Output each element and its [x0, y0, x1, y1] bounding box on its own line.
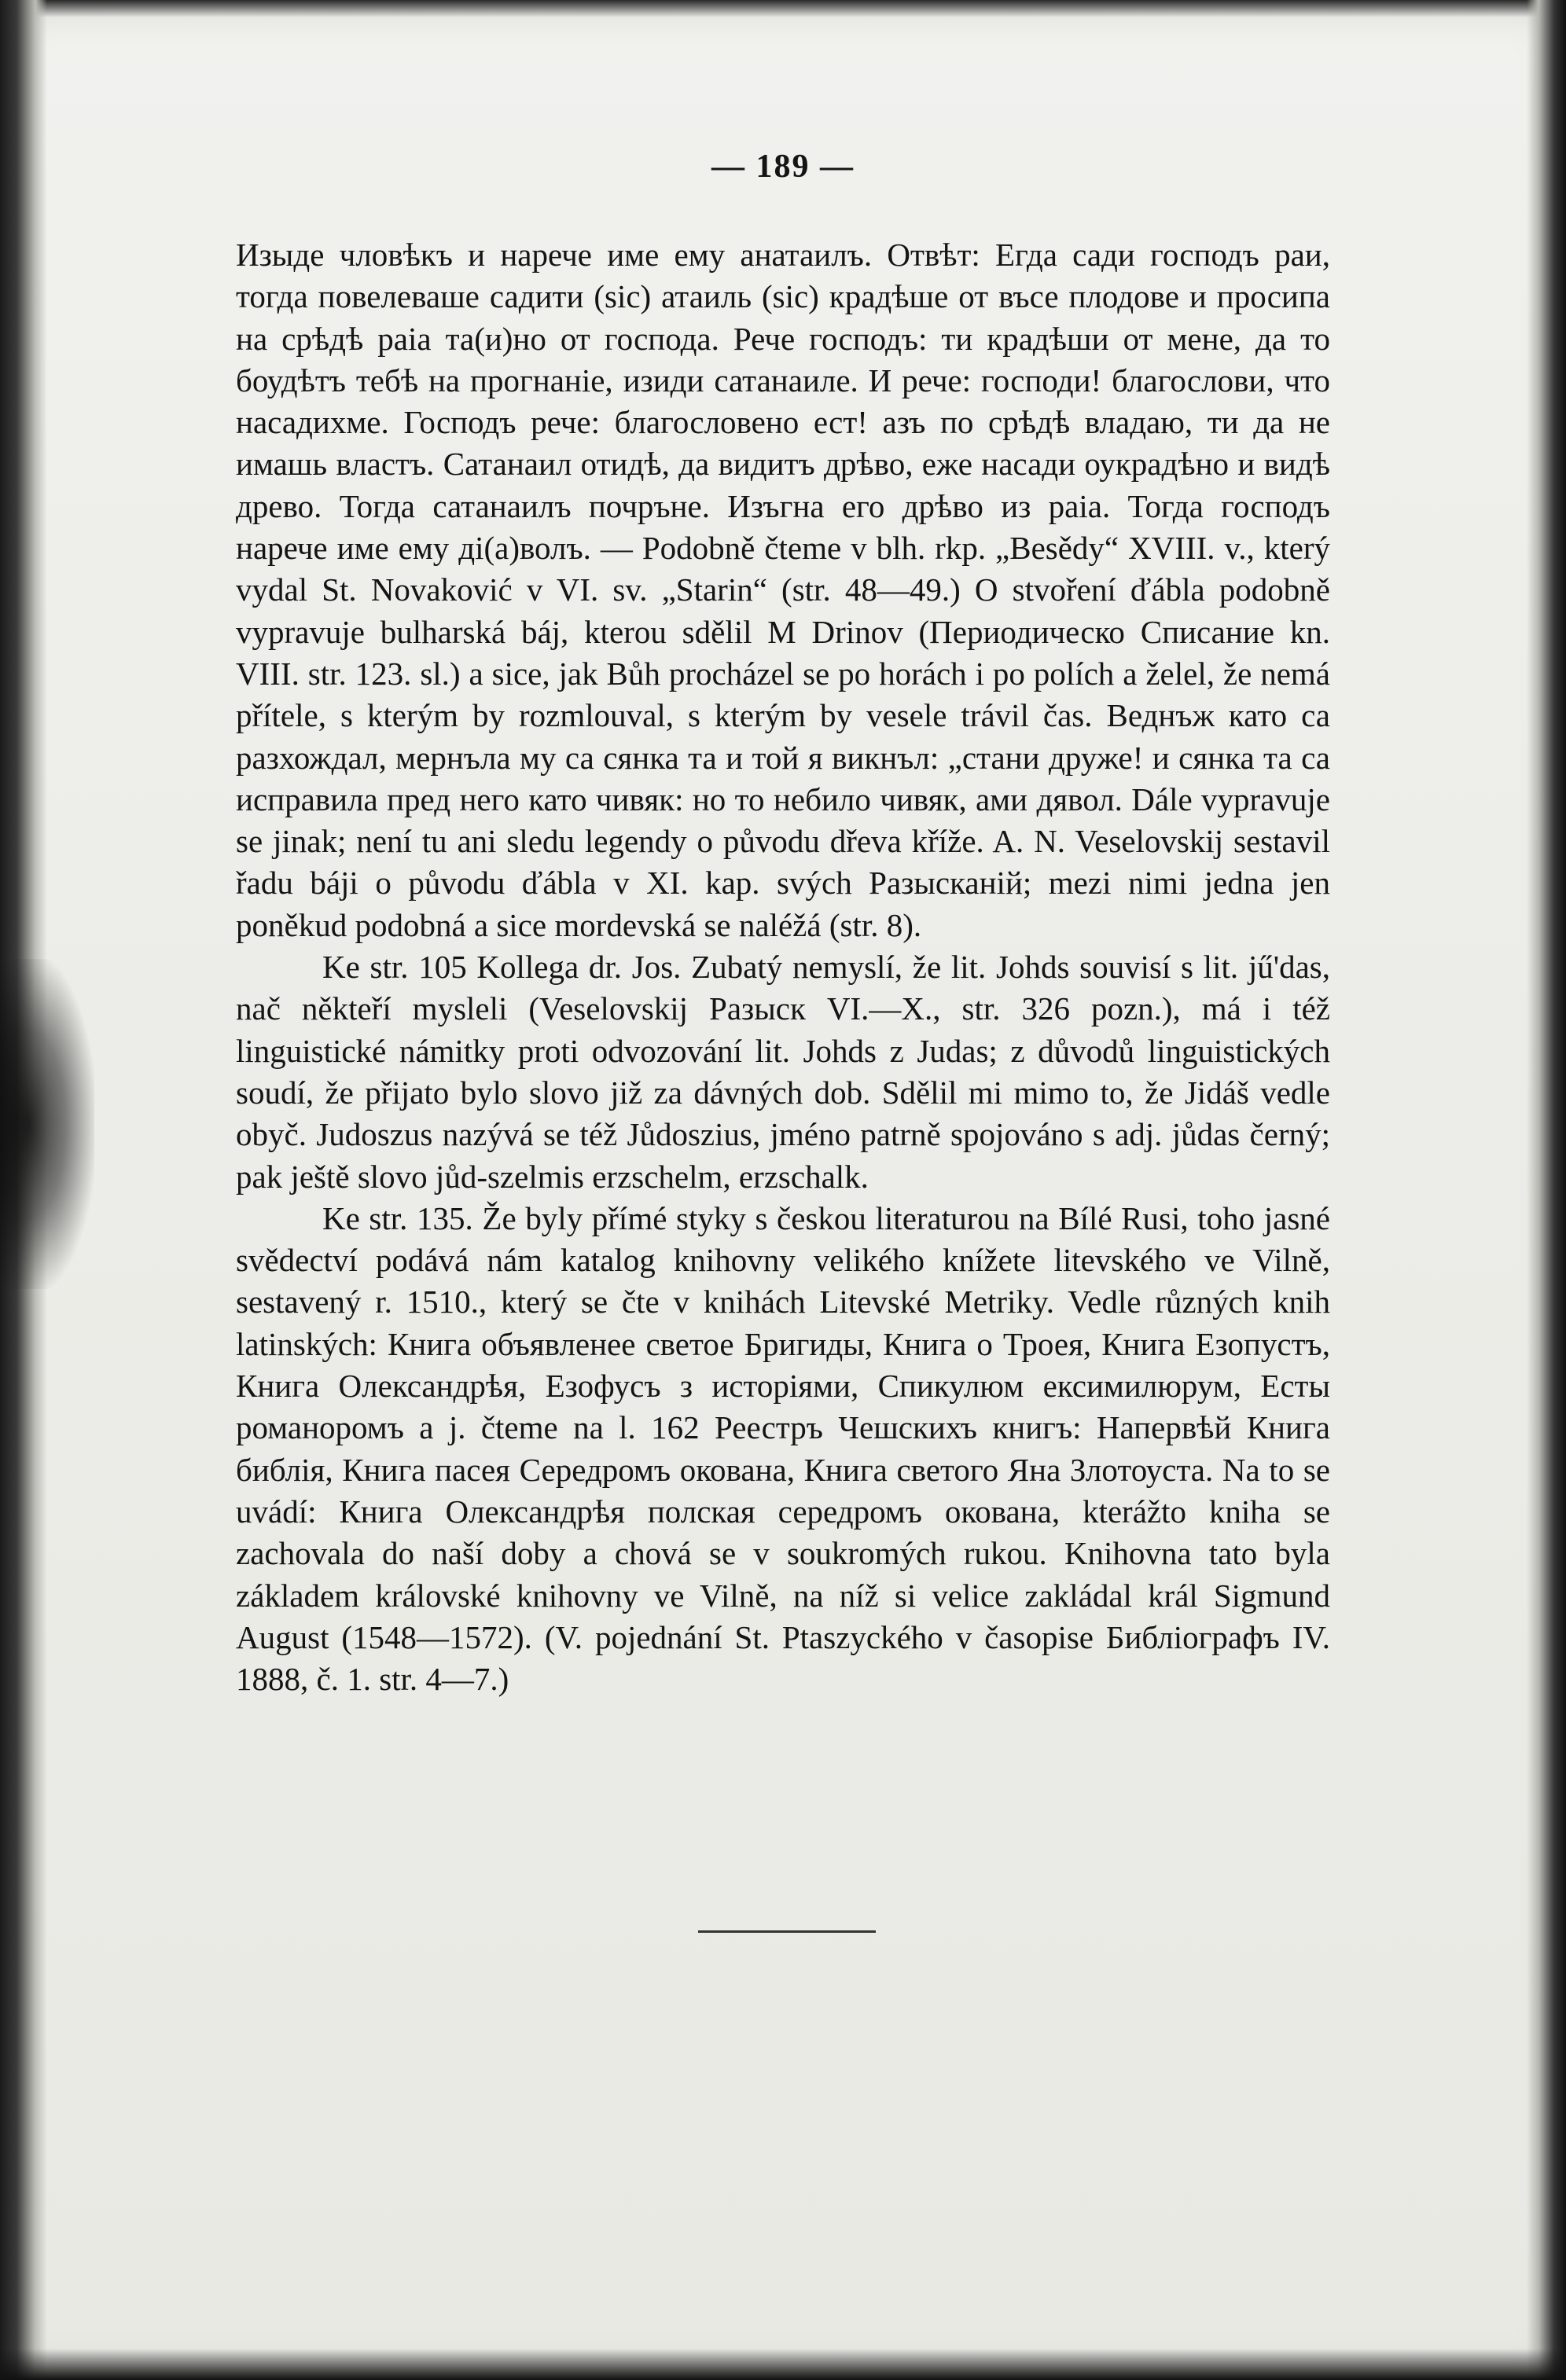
page-number: — 189 —: [711, 149, 855, 185]
scan-edge-bottom: [0, 2349, 1566, 2380]
paragraph-note-105: Ke str. 105 Kollega dr. Jos. Zubatý nemyslí, že lit. Johds souvisí s lit. jű'das, nač někteří mysleli (Veselovskij Разыск VI.—X., str. 326 pozn.), má i též linguistické námitky proti odvozování lit. Johds z Judas; z důvodů linguistických soudí, že přijato bylo slovo již za dávných dob. Sdělil mi mimo to, že Jidáš vedle obyč. Judoszus nazývá se též Jůdoszius, jméno patrně spojováno s adj. jůdas černý; pak ještě slovo jůd-szelmis erzschelm, erzschalk.: [236, 949, 1330, 1195]
closing-rule: [698, 1930, 876, 1933]
scan-edge-right: [1527, 0, 1566, 2380]
scan-edge-top: [0, 0, 1566, 17]
paragraph-legend: Изыде чловѣкъ и нарече име ему анатаилъ. Отвѣт: Егда сади господъ раи, тогда повелеваше садити (sic) атаиль (sic) крадѣше от въсе плодове и просипа на срѣдѣ раіа та(и)но от господа. Рече господъ: ти крадѣши от мене, да то боудѣтъ тебѣ на прогнаніе, изиди сатанаиле. И рече: господи! благослови, что насадихме. Господъ рече: благословено ест! азъ по срѣдѣ владаю, ти да не имашь властъ. Сатанаил отидѣ, да видитъ дрѣво, еже насади оукрадѣно и видѣ древо. Тогда сатанаилъ почръне. Изъгна его дрѣво из раіа. Тогда господъ нарече име ему ді(а)волъ. — Podobně čteme v blh. rkp. „Besědy“ XVIII. v., který vydal St. Novaković v VI. sv. „Starin“ (str. 48—49.) O stvoření ďábla podobně vypravuje bulharská báj, kterou sdělil M Drinov (Периодическо Списание kn. VIII. str. 123. sl.) a sice, jak Bůh procházel se po horách i po polích a želel, že nemá přítele, s kterým by rozmlouval, s kterým by vesele trávil čas. Веднъж като са разхождал, мернъла му са сянка та и той я викнъл: „стани друже! и сянка та са исправила пред него като чивяк: но то небило чивяк, ами дявол. Dále vypravuje se jinak; není tu ani sledu legendy o původu dřeva kříže. A. N. Veselovskij sestavil řadu báji o původu ďábla v XI. kap. svých Разысканій; mezi nimi jedna jen poněkud podobná a sice mordevská se naléžá (str. 8).: [236, 237, 1330, 943]
ink-bleed-mark: [0, 959, 94, 1289]
paragraph-note-135: Ke str. 135. Že byly přímé styky s českou literaturou na Bílé Rusi, toho jasné svědectví podává nám katalog knihovny velikého knížete litevského ve Vilně, sestavený r. 1510., který se čte v knihách Litevské Metriky. Vedle různých knih latinských: Книга объявленее светое Бригиды, Книга о Троея, Книга Езопустъ, Книга Олександрѣя, Езофусъ з исторіями, Спикулюм ексимилюрум, Есты романоромъ a j. čteme na l. 162 Реестръ Чешскихъ книгъ: Напервѣй Книга библія, Книга пасея Середромъ окована, Книга светого Яна Злотоуста. Na to se uvádí: Книга Олександрѣя полская середромъ окована, kterážto kniha se zachovala do naší doby a chová se v soukromých rukou. Knihovna tato byla základem královské knihovny ve Vilně, na níž si velice zakládal král Sigmund August (1548—1572). (V. pojednání St. Ptaszyckého v časopise Библіографъ IV. 1888, č. 1. str. 4—7.): [236, 1199, 1330, 1698]
body-text: [236, 234, 1330, 1700]
